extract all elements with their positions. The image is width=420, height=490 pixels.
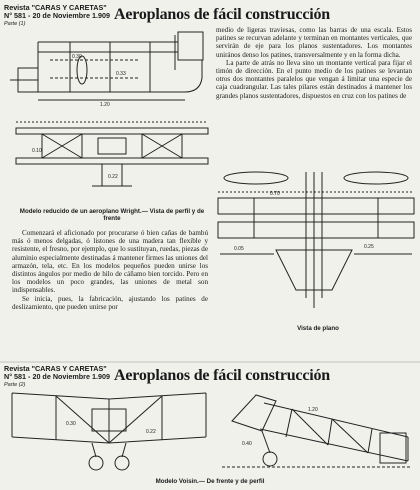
header-part-2: Parte (2)	[4, 382, 26, 388]
magazine-header	[4, 4, 110, 28]
wright-front-view-drawing	[12, 118, 212, 196]
voisin-side-view-drawing	[212, 381, 418, 475]
page-part-2	[0, 363, 420, 490]
article-left-column	[12, 229, 208, 311]
header-issue: N° 581 - 20 de Noviembre 1.909	[4, 11, 110, 20]
page-title: Aeroplanos de fácil construcción	[114, 6, 330, 23]
svg-text:0.30: 0.30	[66, 421, 76, 427]
page-title-2: Aeroplanos de fácil construcción	[114, 367, 330, 384]
svg-text:1.20: 1.20	[308, 407, 318, 413]
article-right-column	[216, 26, 412, 100]
header-magazine-2: Revista "CARAS Y CARETAS"	[4, 364, 107, 373]
plan-view-drawing	[214, 158, 418, 336]
right-paragraph-1: medio de ligeras traviesas, como las barras de una escala. Estos patines se recurvan adelante y terminan en montantes verticales, que servirán de eje para los planos sustentadores. Los montantes unirános denso los patines, transversalmente y en la forma dicha.	[216, 26, 412, 59]
header-magazine: Revista "CARAS Y CARETAS"	[4, 3, 107, 12]
svg-text:0.22: 0.22	[146, 429, 156, 435]
svg-text:0.22: 0.22	[108, 174, 118, 180]
right-paragraph-2: La parte de atrás no lleva sino un montante vertical para fijar el timón de dirección. En el punto medio de los patines se levantan otros dos montantes paralelos que vengan á limitar una especie de caja cuadrangular. Las tales pilares están destinados á mantener los grandes planos sustentadores, dispuestos en cruz con los patines de	[216, 58, 412, 100]
svg-text:0.10: 0.10	[32, 148, 42, 154]
svg-text:0.30: 0.30	[72, 54, 82, 60]
voisin-front-view-drawing	[6, 385, 212, 475]
header-issue-2: N° 581 - 20 de Noviembre 1.909	[4, 372, 110, 381]
caption-wright-model: Modelo reducido de un aeroplano Wright.— Vista de perfil y de frente	[19, 208, 205, 222]
svg-text:0.70: 0.70	[270, 191, 280, 197]
svg-text:0.40: 0.40	[242, 441, 252, 447]
svg-text:1.20: 1.20	[100, 102, 110, 108]
caption-plan-view: Vista de plano	[297, 325, 339, 332]
svg-text:0.25: 0.25	[364, 244, 374, 250]
svg-text:0.33: 0.33	[116, 71, 126, 77]
left-paragraph-1: Comenzará el aficionado por procurarse ó bien cañas de bambú más ó menos delgadas, ó listones de una madera tan flexible y resistente, el fresno, por ejemplo, que lo sustituyan, ruedas, piezas de aluminio especialmente destinadas á mantener firmes las uniones del armazón, tela, etc. En los modelos pequeños pueden unirse los distintos ángulos por medio de hilo de cáñamo bien torcido. Pero en los modelos un poco grandes, las uniones de metal son indispensables.	[12, 229, 209, 295]
svg-text:0.05: 0.05	[234, 246, 244, 252]
caption-voisin-model: Modelo Voisin.— De frente y de perfil	[155, 478, 265, 485]
header-part: Parte (1)	[4, 21, 26, 27]
wright-side-view-drawing	[10, 30, 210, 110]
left-paragraph-2: Se inicia, pues, la fabricación, ajustando los patines de deslizamiento, que pueden unirse por	[12, 294, 208, 311]
